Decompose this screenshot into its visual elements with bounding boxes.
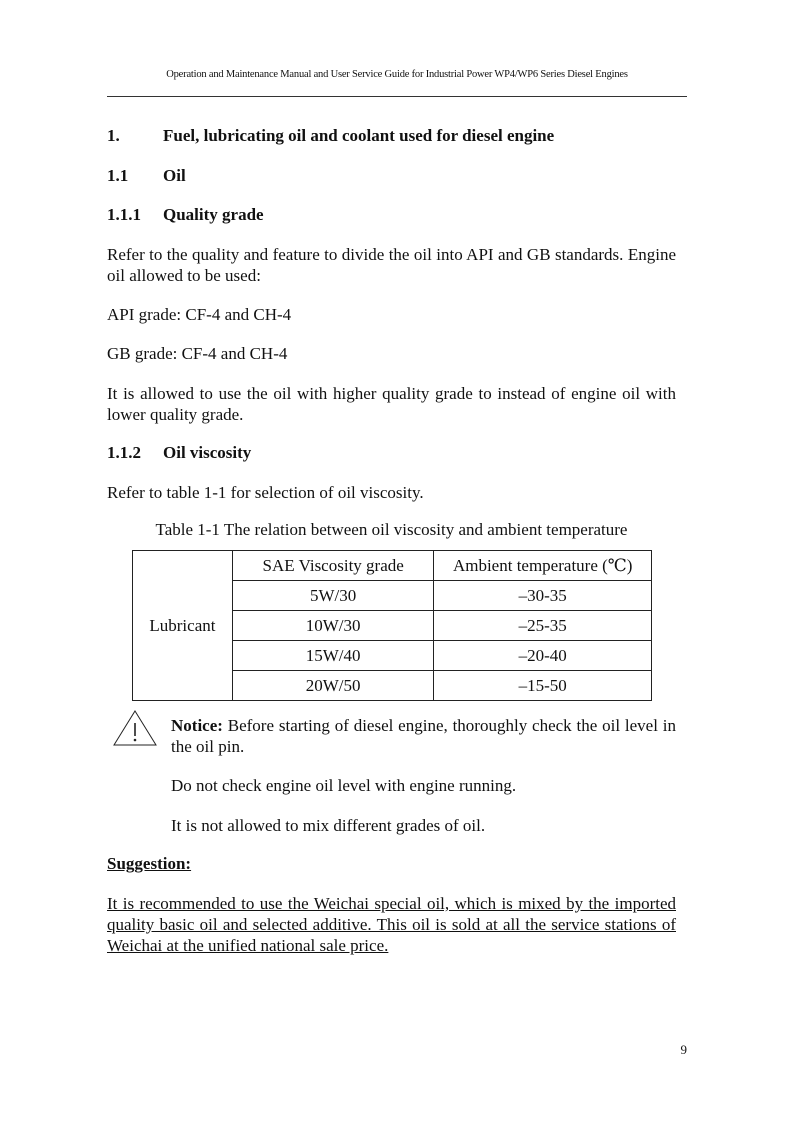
section-1-1-heading	[107, 166, 186, 186]
section-1-number: 1.	[107, 126, 120, 145]
temp-cell: –30-35	[434, 581, 652, 611]
section-1-title: Fuel, lubricating oil and coolant used for diesel engine	[163, 126, 555, 145]
notice-text: Before starting of diesel engine, thoroughly check the oil level in the oil pin.	[171, 716, 677, 756]
section-1-1-1-number: 1.1.1	[107, 205, 141, 224]
notice-label: Notice:	[171, 716, 223, 735]
table-caption: Table 1-1 The relation between oil viscosity and ambient temperature	[155, 520, 628, 539]
header-sae-grade: SAE Viscosity grade	[232, 551, 434, 581]
grade-cell: 5W/30	[232, 581, 434, 611]
table-header-row	[133, 551, 652, 581]
header-rule	[107, 96, 687, 97]
temp-cell: –25-35	[434, 611, 652, 641]
running-header: Operation and Maintenance Manual and User Service Guide for Industrial Power WP4/WP6 Series Diesel Engines	[166, 69, 628, 80]
grade-cell: 20W/50	[232, 671, 434, 701]
section-1-1-2-heading	[107, 443, 251, 463]
notice-paragraph	[171, 715, 676, 757]
grade-cell: 10W/30	[232, 611, 434, 641]
warning-icon	[112, 709, 158, 747]
notice-line-3: It is not allowed to mix different grades of oil.	[171, 816, 486, 835]
section-1-1-title: Oil	[163, 166, 186, 185]
suggestion-title: Suggestion:	[107, 854, 192, 873]
section-1-1-1-title: Quality grade	[163, 205, 264, 224]
temp-cell: –15-50	[434, 671, 652, 701]
higher-grade-paragraph: It is allowed to use the oil with higher quality grade to instead of engine oil with lower quality grade.	[107, 384, 676, 424]
temp-cell: –20-40	[434, 641, 652, 671]
quality-grade-paragraph: Refer to the quality and feature to divide the oil into API and GB standards. Engine oil allowed to be used:	[107, 245, 676, 285]
suggestion-text: It is recommended to use the Weichai special oil, which is mixed by the imported quality basic oil and selected additive. This oil is sold at all the service stations of Weichai at the unified national sale price.	[107, 894, 676, 955]
section-1-heading	[107, 126, 554, 146]
notice-line-2: Do not check engine oil level with engine running.	[171, 776, 517, 795]
section-1-1-1-heading	[107, 205, 264, 225]
grade-cell: 15W/40	[232, 641, 434, 671]
api-grade-line: API grade: CF-4 and CH-4	[107, 305, 292, 324]
page-number: 9	[680, 1042, 687, 1057]
viscosity-paragraph: Refer to table 1-1 for selection of oil viscosity.	[107, 483, 424, 502]
gb-grade-line: GB grade: CF-4 and CH-4	[107, 344, 288, 363]
row-label-cell: Lubricant	[133, 551, 233, 701]
viscosity-table	[132, 550, 652, 701]
section-1-1-number: 1.1	[107, 166, 129, 185]
header-ambient-temp: Ambient temperature (℃)	[434, 551, 652, 581]
section-1-1-2-title: Oil viscosity	[163, 443, 252, 462]
section-1-1-2-number: 1.1.2	[107, 443, 141, 462]
